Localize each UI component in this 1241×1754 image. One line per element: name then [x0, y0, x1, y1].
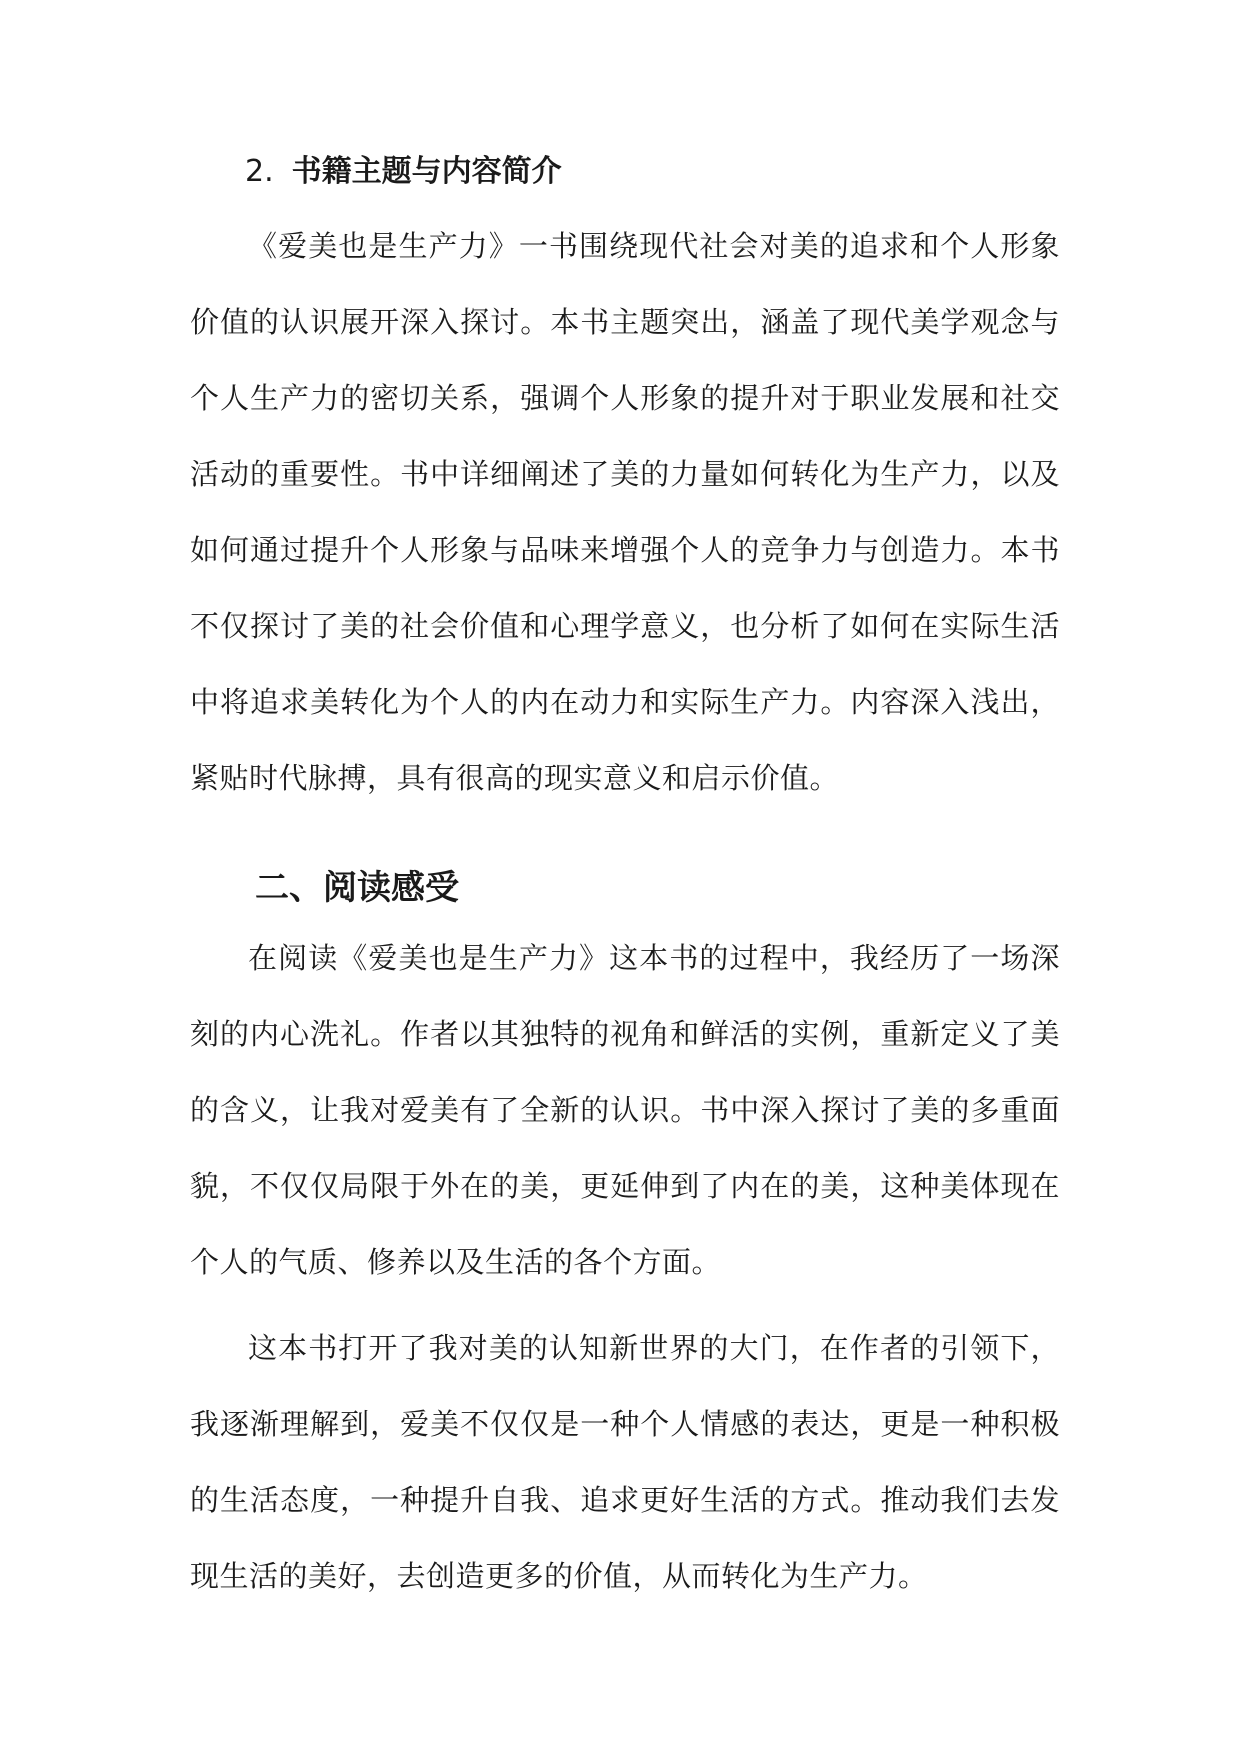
chapter-paragraph-2: 这本书打开了我对美的认知新世界的大门，在作者的引领下，我逐渐理解到，爱美不仅仅是一种个人情感的表达，更是一种积极的生活态度，一种提升自我、追求更好生活的方式。推动我们去发现生活的美好，去创造更多的价值，从而转化为生产力。	[190, 1331, 1060, 1593]
section-heading	[245, 148, 562, 196]
section-paragraph: 《爱美也是生产力》一书围绕现代社会对美的追求和个人形象价值的认识展开深入探讨。本书主题突出，涵盖了现代美学观念与个人生产力的密切关系，强调个人形象的提升对于职业发展和社交活动的重要性。书中详细阐述了美的力量如何转化为生产力，以及如何通过提升个人形象与品味来增强个人的竞争力与创造力。本书不仅探讨了美的社会价值和心理学意义，也分析了如何在实际生活中将追求美转化为个人的内在动力和实际生产力。内容深入浅出，紧贴时代脉搏，具有很高的现实意义和启示价值。	[190, 229, 1060, 795]
chapter-paragraph-1: 在阅读《爱美也是生产力》这本书的过程中，我经历了一场深刻的内心洗礼。作者以其独特的视角和鲜活的实例，重新定义了美的含义，让我对爱美有了全新的认识。书中深入探讨了美的多重面貌，不仅仅局限于外在的美，更延伸到了内在的美，这种美体现在个人的气质、修养以及生活的各个方面。	[190, 941, 1060, 1279]
chapter-heading: 二、阅读感受	[255, 868, 459, 908]
section-title: 书籍主题与内容简介	[291, 154, 562, 189]
section-number: 2.	[245, 154, 274, 189]
